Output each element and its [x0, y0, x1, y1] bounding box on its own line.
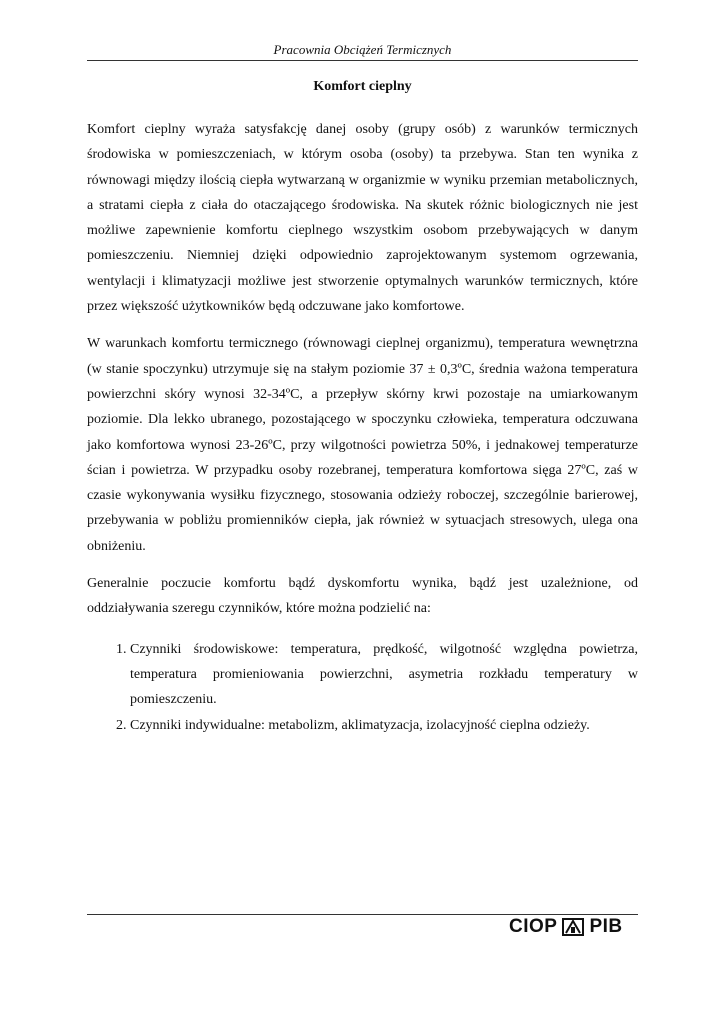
paragraph-1: Komfort cieplny wyraża satysfakcję danej osoby (grupy osób) z warunków termicznych środowiska w pomieszczeniach, w którym osoba (osoby) ta przebywa. Stan ten wynika z równowagi między ilością ciepła wytwarzaną w organizmie w wyniku przemian metabolicznych, a stratami ciepła z ciała do otaczającego środowiska. Na skutek różnic biologicznych nie jest możliwe zapewnienie komfortu cieplnego wszystkim osobom przebywających w danym pomieszczeniu. Niemniej dzięki odpowiednio zaprojektowanym systemom ogrzewania, wentylacji i klimatyzacji możliwe jest stworzenie optymalnych warunków termicznych, które przez większość użytkowników będą odczuwane jako komfortowe.: [87, 122, 638, 315]
logo-text-right: PIB: [589, 916, 623, 937]
factor-list: [87, 637, 638, 738]
list-item: 1. Czynniki środowiskowe: temperatura, prędkość, wilgotność względna powietrza, temperatura promieniowania powierzchni, asymetria rozkładu temperatury w pomieszczeniu.: [130, 637, 638, 713]
running-header: Pracownia Obciążeń Termicznych: [273, 42, 452, 57]
document-body: [87, 117, 638, 738]
ciop-pib-logo: [509, 917, 623, 937]
paragraph-3: Generalnie poczucie komfortu bądź dyskomfortu wynika, bądź jest uzależnione, od oddziaływania szeregu czynników, które można podzielić na:: [87, 576, 638, 617]
footer-divider: [87, 914, 638, 915]
list-item: 2. Czynniki indywidualne: metabolizm, aklimatyzacja, izolacyjność cieplna odzieży.: [130, 713, 638, 738]
logo-text-left: CIOP: [509, 916, 558, 937]
ciop-emblem-icon: [562, 918, 584, 936]
page-title: Komfort cieplny: [313, 79, 412, 94]
header-divider: [87, 60, 638, 61]
paragraph-2: W warunkach komfortu termicznego (równowagi cieplnej organizmu), temperatura wewnętrzna (w stanie spoczynku) utrzymuje się na stałym poziomie 37 ± 0,3ºC, średnia ważona temperatura powierzchni skóry wynosi 32-34ºC, a przepływ skórny krwi pozostaje na umiarkowanym poziomie. Dla lekko ubranego, pozostającego w spoczynku człowieka, temperatura odczuwana jako komfortowa wynosi 23-26ºC, przy wilgotności powietrza 50%, i jednakowej temperaturze ścian i powietrza. W przypadku osoby rozebranej, temperatura komfortowa sięga 27ºC, zaś w czasie wykonywania wysiłku fizycznego, stosowania odzieży roboczej, szczególnie barierowej, przebywania w pobliżu promienników ciepła, jak również w sytuacjach stresowych, ulega ona obniżeniu.: [87, 336, 638, 554]
